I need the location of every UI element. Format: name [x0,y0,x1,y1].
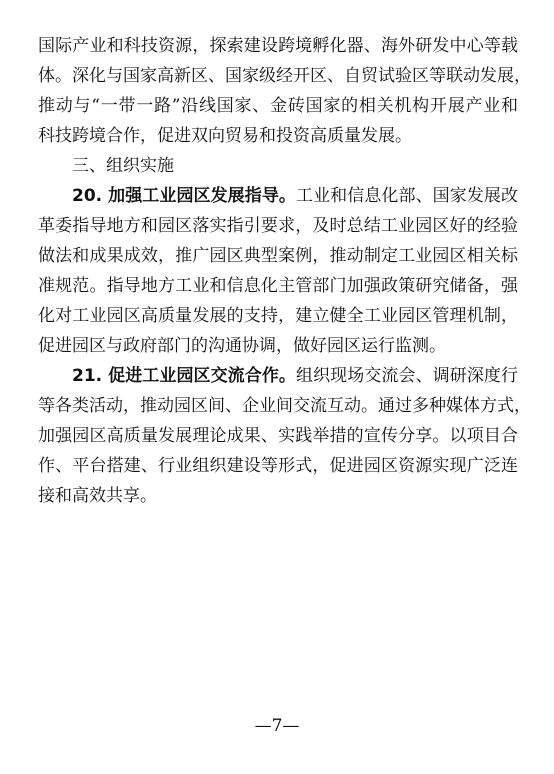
item-20-first-line [72,186,518,206]
item-21-title: 21. 促进工业园区交流合作。 [72,366,297,386]
body-text-line: 推动与“一带一路”沿线国家、金砖国家的相关机构开展产业和 [38,96,518,116]
body-text-line: 等各类活动，推动园区间、企业间交流互动。通过多种媒体方式， [38,396,531,416]
body-text-line: 做法和成果成效，推广园区典型案例，推动制定工业园区相关标 [38,246,518,266]
body-text-line: 准规范。指导地方工业和信息化主管部门加强政策研究储备，强 [38,276,518,296]
item-21-first-line [72,366,518,386]
section-heading: 三、组织实施 [72,156,174,176]
body-text-line: 加强园区高质量发展理论成果、实践举措的宣传分享。以项目合 [38,426,518,446]
body-text-line: 体。深化与国家高新区、国家级经开区、自贸试验区等联动发展， [38,66,531,86]
body-text-line: 科技跨境合作，促进双向贸易和投资高质量发展。 [38,126,412,146]
page-number: —7— [254,716,300,736]
body-text-line: 国际产业和科技资源，探索建设跨境孵化器、海外研发中心等载 [38,36,518,56]
body-text-line: 促进园区与政府部门的沟通协调，做好园区运行监测。 [38,336,446,356]
item-20-first-line-text: 工业和信息化部、国家发展改 [296,186,518,206]
item-20-title: 20. 加强工业园区发展指导。 [72,186,297,206]
item-21-first-line-text: 组织现场交流会、调研深度行 [296,366,518,386]
body-text-line: 化对工业园区高质量发展的支持，建立健全工业园区管理机制， [38,306,518,326]
body-text-line: 接和高效共享。 [38,486,157,506]
body-text-line: 革委指导地方和园区落实指引要求，及时总结工业园区好的经验 [38,216,518,236]
body-text-line: 作、平台搭建、行业组织建设等形式，促进园区资源实现广泛连 [38,456,518,476]
